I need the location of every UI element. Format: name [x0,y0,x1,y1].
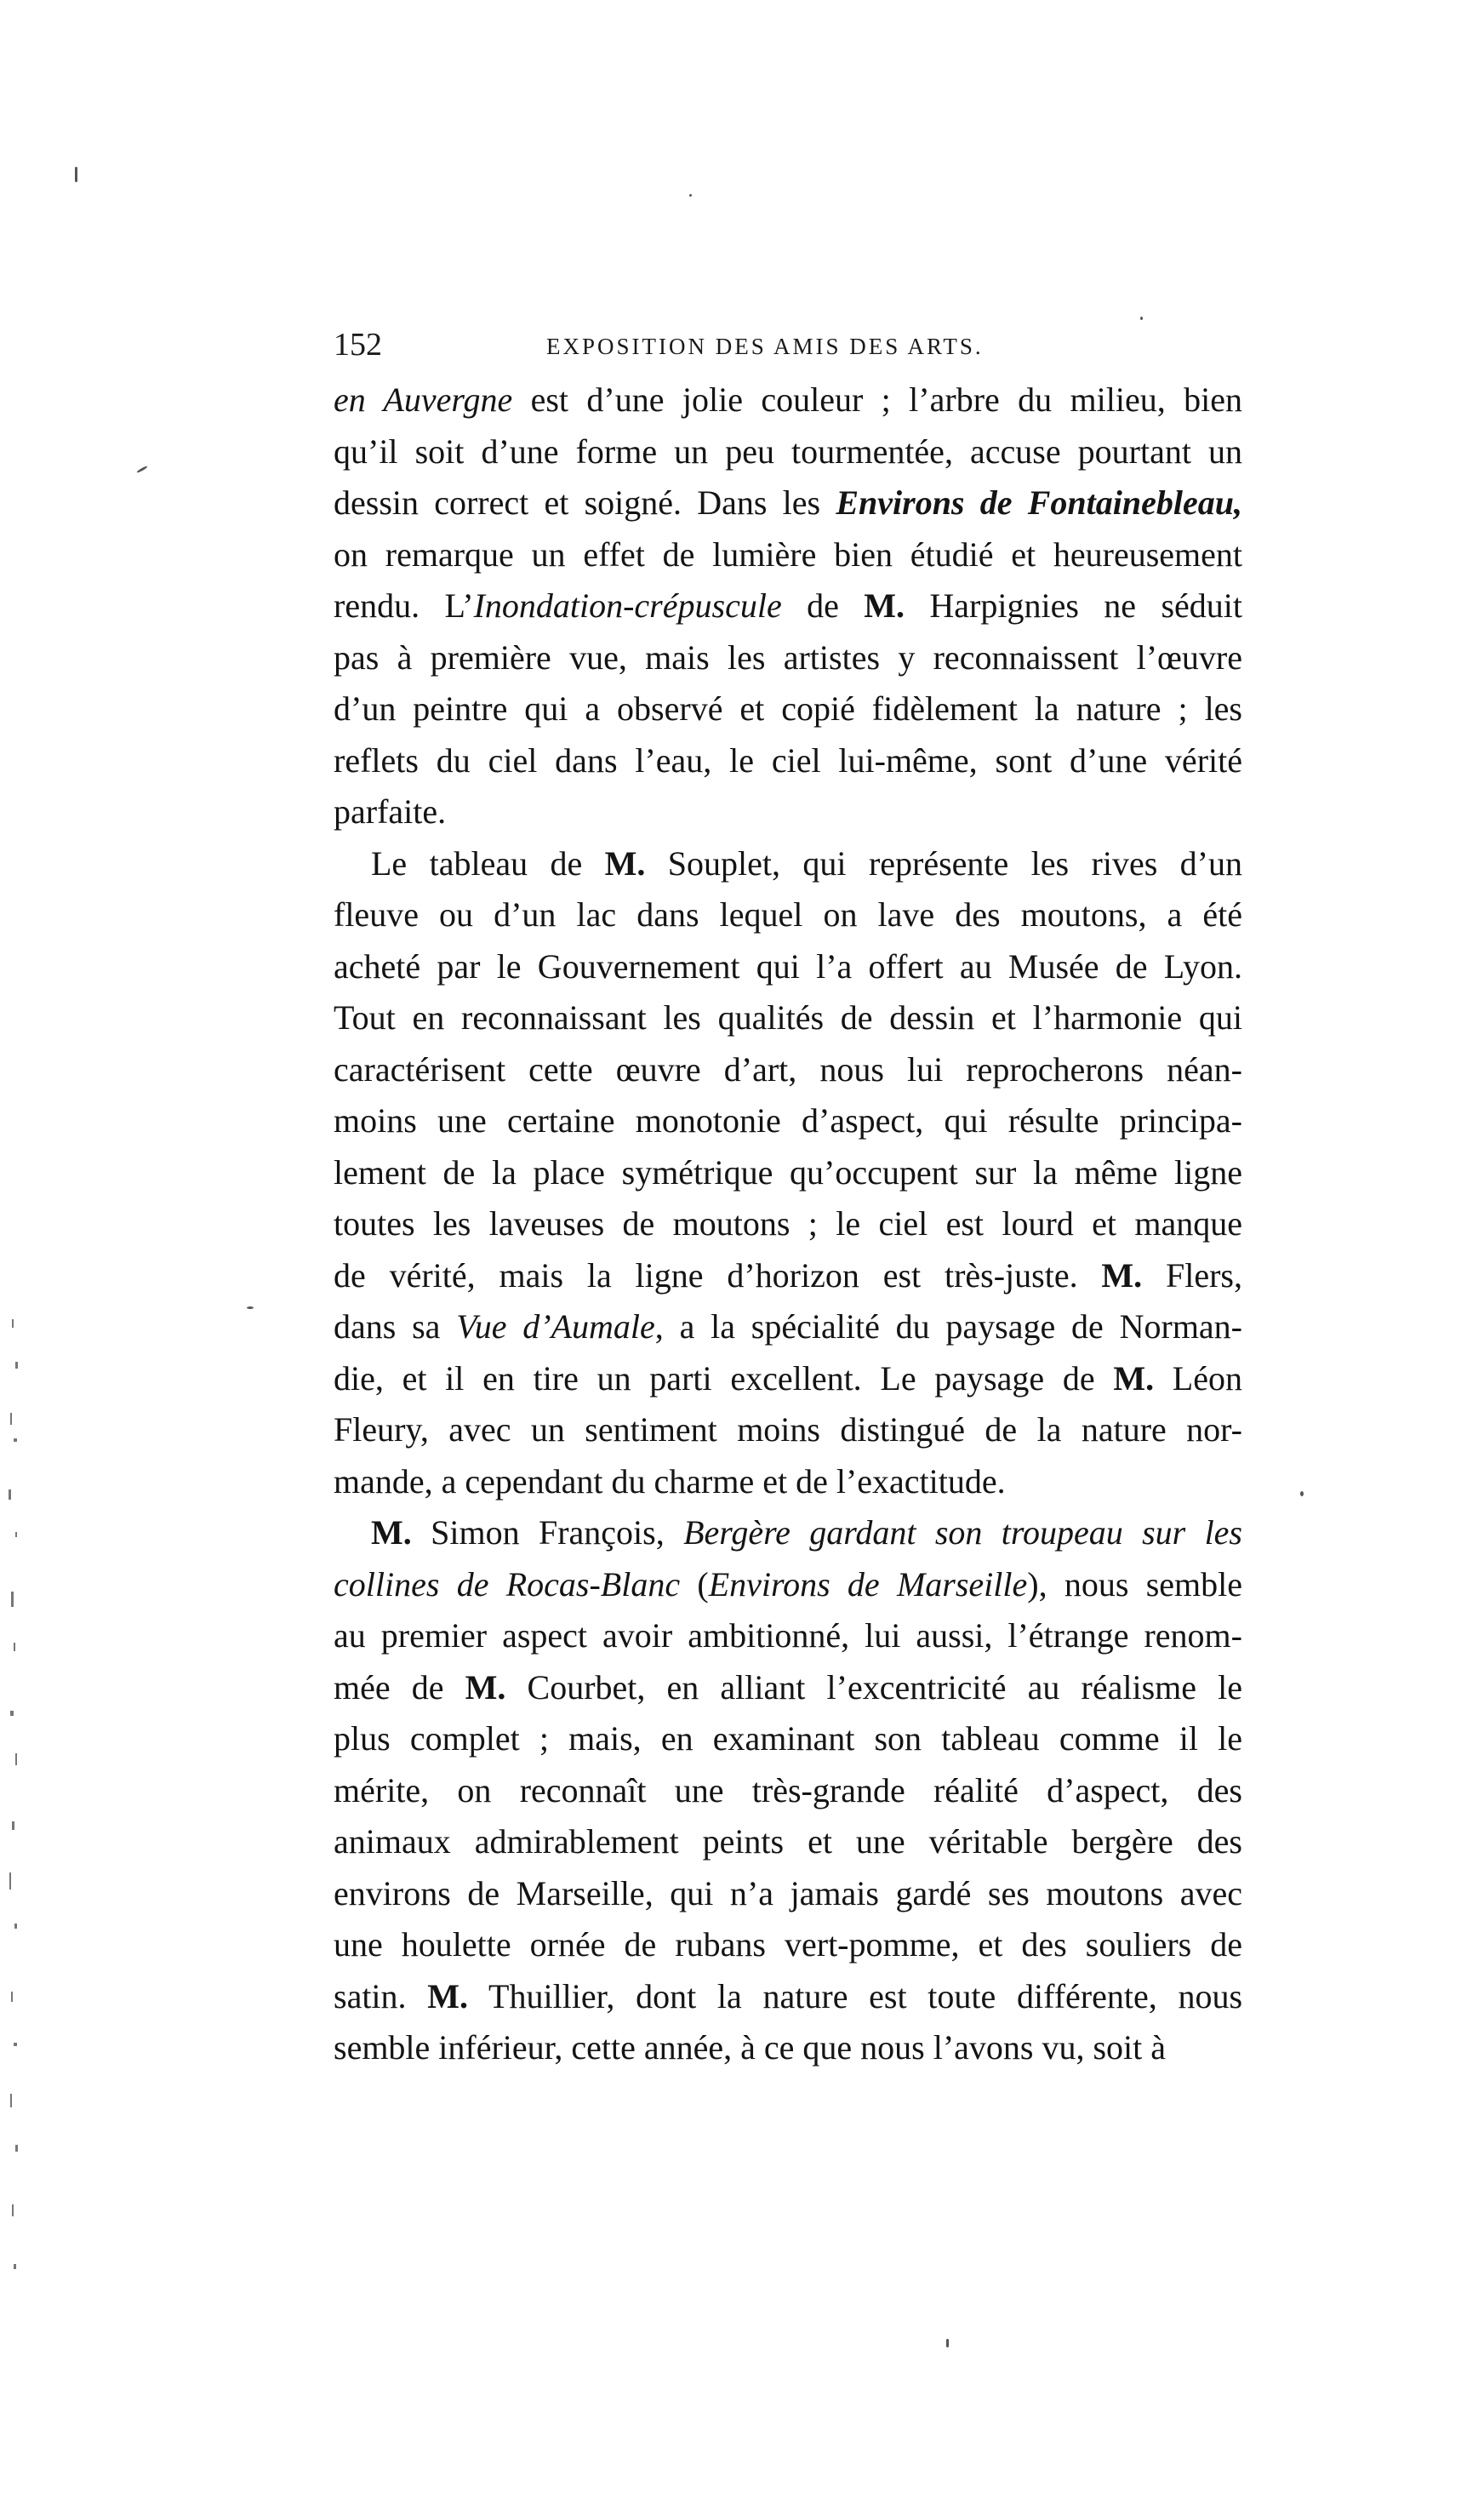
text-line [334,992,1242,1044]
text-line [334,426,1242,478]
text-line [334,683,1242,735]
scan-speck [136,466,148,474]
text-run: lement de la place symétrique qu’occupent sur la même ligne [334,1152,1242,1192]
emphasis-text: Vue d’Aumale [456,1307,655,1346]
text-run: Simon François, [411,1513,684,1552]
emphasis-text: collines de Rocas-Blanc [334,1564,681,1604]
text-line [334,1198,1242,1250]
text-run: on remarque un effet de lumière bien étudié et heureusement [334,535,1242,574]
text-line [334,632,1242,684]
text-line [334,374,1242,426]
text-run: est d’une jolie couleur ; l’arbre du milieu, bien [512,380,1243,419]
emphasis-text: M. [864,586,905,625]
text-line [334,1095,1242,1147]
emphasis-text: M. [371,1513,412,1552]
text-line [334,1662,1242,1714]
text-run: mande, a cependant du charme et de l’exactitude. [334,1461,1006,1501]
emphasis-text: M. [427,1976,469,2015]
text-line [334,1559,1242,1611]
text-run: Courbet, en alliant l’excentricité au réalisme le [505,1667,1242,1706]
paragraph [334,1507,1242,2074]
text-run: Le tableau de [371,843,605,883]
text-run: Harpignies ne séduit [905,586,1243,625]
scan-speck [247,1306,254,1309]
body-text [334,374,1242,2074]
text-line [334,1404,1242,1456]
text-run: dessin correct et soigné. Dans les [334,483,836,522]
text-line [334,1713,1242,1765]
text-run: die, et il en tire un parti excellent. Le paysage de [334,1358,1114,1398]
text-line [334,1765,1242,1817]
page-number: 152 [334,327,382,363]
emphasis-text: M. [1113,1358,1155,1398]
text-run: caractérisent cette œuvre d’art, nous lui reprocherons néan- [334,1049,1242,1089]
text-run: dans sa [334,1307,457,1346]
emphasis-text: Bergère gardant son troupeau sur les [683,1513,1243,1552]
text-run: reflets du ciel dans l’eau, le ciel lui-même, sont d’une vérité [334,740,1242,780]
emphasis-text: Inondation-crépuscule [473,586,782,625]
text-run: parfaite. [334,792,447,831]
text-line [334,1250,1242,1302]
text-run: plus complet ; mais, en examinant son tableau comme il le [334,1719,1242,1758]
emphasis-text: Environs de Fontainebleau, [836,483,1242,522]
text-run: pas à première vue, mais les artistes y reconnaissent l’œuvre [334,637,1242,677]
text-line [334,889,1242,941]
text-line [334,1610,1242,1662]
text-line [334,1868,1242,1920]
text-run: qu’il soit d’une forme un peu tourmentée, accuse pourtant un [334,432,1242,471]
running-head [334,323,1244,366]
emphasis-text: Environs de Marseille [708,1564,1028,1604]
running-head-title: EXPOSITION DES AMIS DES ARTS. [546,334,984,359]
text-line [334,1919,1242,1971]
text-run: Tout en reconnaissant les qualités de dessin et l’harmonie qui [334,998,1242,1037]
emphasis-text: M. [604,843,646,883]
emphasis-text: M. [1101,1255,1143,1295]
text-line [334,580,1242,632]
text-line [334,1971,1242,2023]
text-run: environs de Marseille, qui n’a jamais gardé ses moutons avec [334,1873,1242,1912]
text-line [334,477,1242,529]
scan-speck [689,194,692,197]
text-line [334,786,1242,838]
text-run: semble inférieur, cette année, à ce que nous l’avons vu, soit à [334,2028,1167,2067]
paragraph [334,374,1242,838]
text-line [334,529,1242,581]
text-line [334,2022,1242,2074]
text-run: ), nous semble [1027,1564,1243,1604]
text-run: rendu. L’ [334,586,474,625]
text-line [334,1044,1242,1096]
text-line [334,1301,1242,1353]
text-run: mée de [334,1667,465,1706]
text-run: de [781,586,865,625]
text-run: , a la spécialité du paysage de Norman- [654,1307,1243,1346]
scan-speck [946,2339,949,2347]
text-run: ( [680,1564,709,1604]
text-line [334,941,1242,993]
text-run: d’un peintre qui a observé et copié fidèlement la nature ; les [334,689,1242,728]
text-run: Thuillier, dont la nature est toute différente, nous [468,1976,1243,2015]
text-line [334,1507,1242,1559]
text-run: fleuve ou d’un lac dans lequel on lave des moutons, a été [334,895,1242,934]
text-line [334,838,1242,890]
text-run: Fleury, avec un sentiment moins distingué de la nature nor- [334,1410,1242,1449]
text-run: Léon [1154,1358,1242,1398]
text-run: de vérité, mais la ligne d’horizon est très-juste. [334,1255,1102,1295]
text-line [334,1456,1242,1508]
text-run: Souplet, qui représente les rives d’un [645,843,1242,883]
text-run: mérite, on reconnaît une très-grande réalité d’aspect, des [334,1770,1242,1809]
scan-speck [1300,1491,1304,1496]
text-run: acheté par le Gouvernement qui l’a offert au Musée de Lyon. [334,946,1242,986]
emphasis-text: en Auvergne [334,380,513,419]
text-run: satin. [334,1976,428,2015]
text-run: une houlette ornée de rubans vert-pomme, et des souliers de [334,1925,1242,1964]
text-run: Flers, [1142,1255,1243,1295]
text-run: toutes les laveuses de moutons ; le ciel est lourd et manque [334,1204,1242,1243]
text-run: moins une certaine monotonie d’aspect, qui résulte principa- [334,1101,1242,1140]
text-run: au premier aspect avoir ambitionné, lui aussi, l’étrange renom- [334,1616,1242,1655]
scan-speck [75,167,77,182]
text-run: animaux admirablement peints et une véritable bergère des [334,1822,1242,1861]
paragraph [334,838,1242,1508]
text-line [334,1353,1242,1405]
scan-speck [1140,317,1143,320]
text-line [334,735,1242,787]
text-line [334,1147,1242,1199]
scan-margin-noise [3,1311,54,2332]
emphasis-text: M. [465,1667,506,1706]
text-line [334,1816,1242,1868]
